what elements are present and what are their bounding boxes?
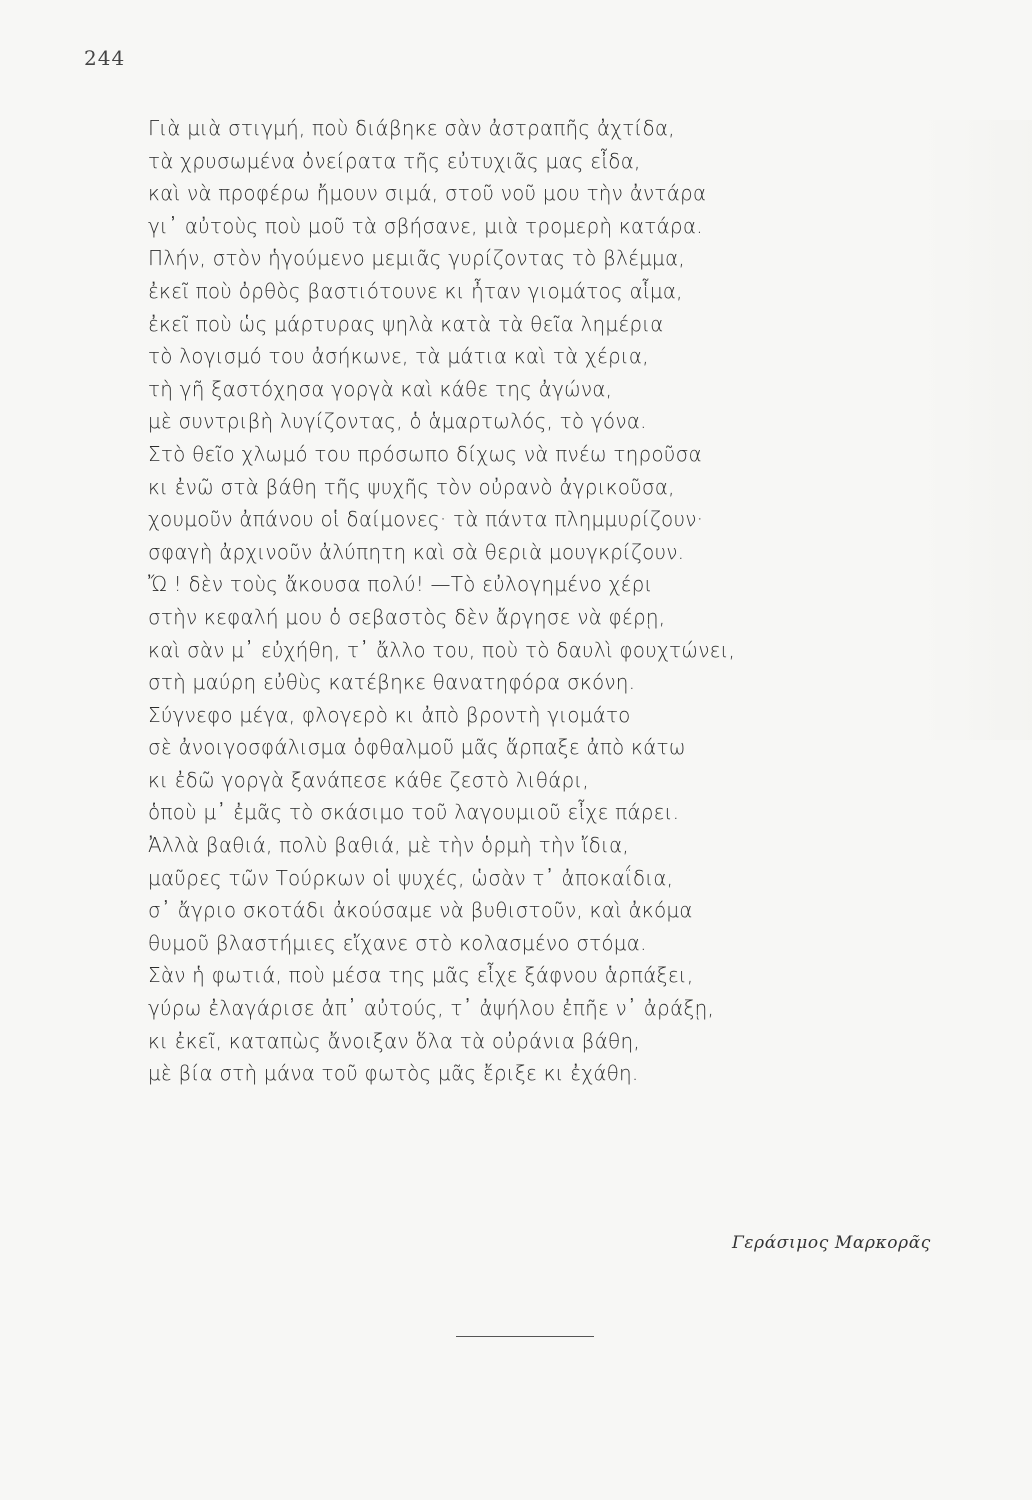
poem-line: στὴ μαύρη εὐθὺς κατέβηκε θανατηφόρα σκόνη.: [148, 670, 636, 695]
poem-line: κι ἐνῶ στὰ βάθη τῆς ψυχῆς τὸν οὐρανὸ ἀγρικοῦσα,: [148, 474, 675, 499]
poem-line: κι ἐδῶ γοργὰ ξανάπεσε κάθε ζεστὸ λιθάρι,: [148, 767, 589, 792]
poem-line: στὴν κεφαλή μου ὁ σεβαστὸς δὲν ἄργησε νὰ φέρῃ,: [148, 604, 666, 629]
poem-line: Ἀλλὰ βαθιά, πολὺ βαθιά, μὲ τὴν ὁρμὴ τὴν ἴδια,: [148, 833, 629, 858]
page-number: 244: [84, 46, 126, 70]
poem-line: Στὸ θεῖο χλωμό του πρόσωπο δίχως νὰ πνέω τηροῦσα: [148, 441, 702, 466]
poem-line: Πλήν, στὸν ἡγούμενο μεμιᾶς γυρίζοντας τὸ βλέμμα,: [148, 246, 685, 271]
poem-line: κι ἐκεῖ, καταπὼς ἄνοιξαν ὅλα τὰ οὐράνια βάθη,: [148, 1028, 640, 1053]
poem-line: τὰ χρυσωμένα ὀνείρατα τῆς εὐτυχιᾶς μας εἶδα,: [148, 148, 641, 173]
poem-body: [148, 112, 978, 1090]
poem-line: Σύγνεφο μέγα, φλογερὸ κι ἀπὸ βροντὴ γιομάτο: [148, 702, 631, 727]
poem-line: τὸ λογισμό του ἀσήκωνε, τὰ μάτια καὶ τὰ χέρια,: [148, 344, 649, 369]
author-signature: Γεράσιμος Μαρκορᾶς: [732, 1233, 931, 1253]
poem-line: μαῦρες τῶν Τούρκων οἱ ψυχές, ὡσὰν τ᾽ ἀποκαΐδια,: [148, 865, 674, 890]
poem-line: μὲ βία στὴ μάνα τοῦ φωτὸς μᾶς ἔριξε κι ἐχάθη.: [148, 1061, 639, 1086]
poem-line: γύρω ἐλαγάρισε ἀπ᾽ αὐτούς, τ᾽ ἀψήλου ἐπῆε ν᾽ ἀράξῃ,: [148, 996, 715, 1021]
poem-line: ὁποὺ μ᾽ ἐμᾶς τὸ σκάσιμο τοῦ λαγουμιοῦ εἶχε πάρει.: [148, 800, 680, 825]
poem-line: ἐκεῖ ποὺ ὀρθὸς βαστιότουνε κι ἦταν γιομάτος αἷμα,: [148, 278, 683, 303]
section-divider: [456, 1336, 594, 1337]
poem-line: σ᾽ ἄγριο σκοτάδι ἀκούσαμε νὰ βυθιστοῦν, καὶ ἀκόμα: [148, 898, 693, 923]
poem-line: καὶ νὰ προφέρω ἤμουν σιμά, στοῦ νοῦ μου τὴν ἀντάρα: [148, 181, 707, 206]
poem-line: γι᾽ αὐτοὺς ποὺ μοῦ τὰ σβήσανε, μιὰ τρομερὴ κατάρα.: [148, 213, 703, 238]
poem-line: χουμοῦν ἀπάνου οἱ δαίμονες· τὰ πάντα πλημμυρίζουν·: [148, 507, 704, 532]
poem-line: μὲ συντριβὴ λυγίζοντας, ὁ ἁμαρτωλός, τὸ γόνα.: [148, 409, 647, 434]
poem-line: Γιὰ μιὰ στιγμή, ποὺ διάβηκε σὰν ἀστραπῆς ἀχτίδα,: [148, 116, 675, 140]
poem-line: καὶ σὰν μ᾽ εὐχήθη, τ᾽ ἄλλο του, ποὺ τὸ δαυλὶ φουχτώνει,: [148, 637, 736, 662]
poem-line: ἐκεῖ ποὺ ὡς μάρτυρας ψηλὰ κατὰ τὰ θεῖα λημέρια: [148, 311, 664, 336]
poem-line: τὴ γῆ ξαστόχησα γοργὰ καὶ κάθε της ἀγώνα,: [148, 376, 613, 401]
poem-line: Σὰν ἡ φωτιά, ποὺ μέσα της μᾶς εἶχε ξάφνου ἁρπάξει,: [148, 963, 694, 988]
poem-line: Ὤ ! δὲν τοὺς ἄκουσα πολύ! —Τὸ εὐλογημένο χέρι: [148, 572, 653, 597]
poem-line: σφαγὴ ἀρχινοῦν ἀλύπητη καὶ σὰ θεριὰ μουγκρίζουν.: [148, 539, 685, 564]
poem-line: σὲ ἀνοιγοσφάλισμα ὀφθαλμοῦ μᾶς ἅρπαξε ἀπὸ κάτω: [148, 735, 686, 760]
poem-line: θυμοῦ βλαστήμιες εἴχανε στὸ κολασμένο στόμα.: [148, 930, 647, 955]
